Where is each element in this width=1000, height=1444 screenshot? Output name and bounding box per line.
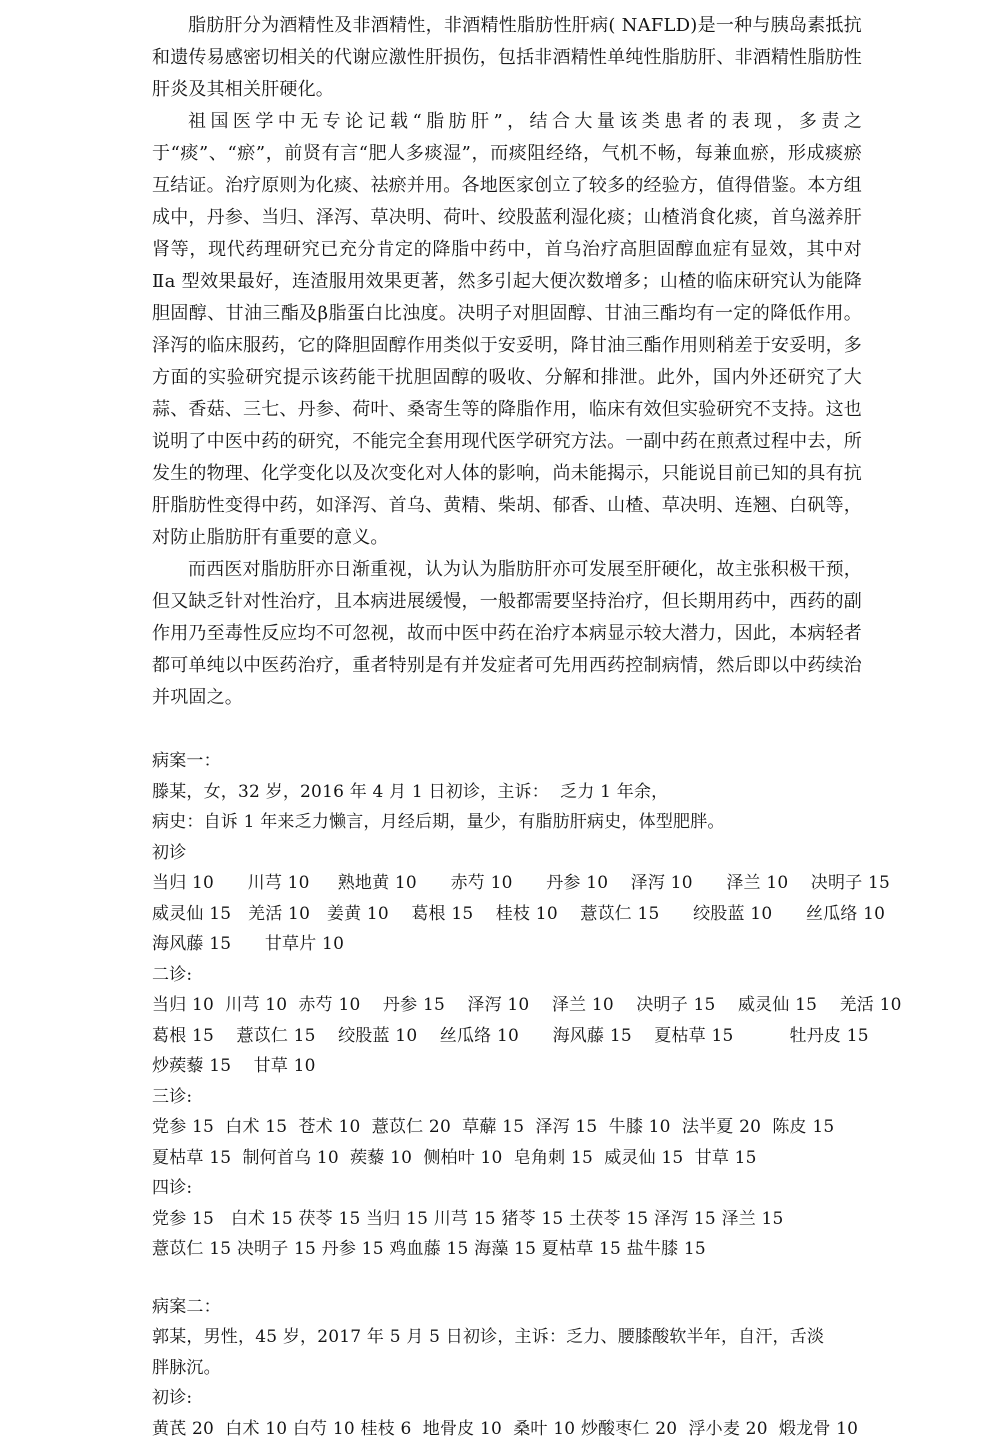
- prescription-line: 威灵仙 15 羌活 10 姜黄 10 葛根 15 桂枝 10 薏苡仁 15 绞股蓝 10 丝瓜络 10: [152, 899, 862, 930]
- case-2-heading: 病案二：: [152, 1292, 862, 1323]
- visit-4-label: 四诊:: [152, 1173, 862, 1204]
- case-1-history: 病史：自诉 1 年来乏力懒言，月经后期，量少，有脂肪肝病史，体型肥胖。: [152, 807, 862, 838]
- section-gap: [152, 714, 862, 746]
- prescription-line: 海风藤 15 甘草片 10: [152, 929, 862, 960]
- case-1-heading: 病案一：: [152, 746, 862, 777]
- visit-2-label: 二诊:: [152, 960, 862, 991]
- case-2-patient: 郭某，男性，45 岁，2017 年 5 月 5 日初诊，主诉：乏力、腰膝酸软半年，自汗，舌淡: [152, 1322, 862, 1353]
- prescription-line: 葛根 15 薏苡仁 15 绞股蓝 10 丝瓜络 10 海风藤 15 夏枯草 15 牡丹皮 15: [152, 1021, 862, 1052]
- visit-3-label: 三诊:: [152, 1082, 862, 1113]
- case-2: [152, 1292, 862, 1444]
- visit-1-label: 初诊:: [152, 1383, 862, 1414]
- prescription-line: 夏枯草 15 制何首乌 10 蒺藜 10 侧柏叶 10 皂角刺 15 威灵仙 15 甘草 15: [152, 1143, 862, 1174]
- section-gap: [152, 1265, 862, 1292]
- prescription-line: 黄芪 20 白术 10 白芍 10 桂枝 6 地骨皮 10 桑叶 10 炒酸枣仁 20 浮小麦 20 煅龙骨 10: [152, 1414, 862, 1444]
- case-2-patient-cont: 胖脉沉。: [152, 1353, 862, 1384]
- case-1: [152, 746, 862, 1265]
- case-1-patient: 滕某，女，32 岁，2016 年 4 月 1 日初诊，主诉： 乏力 1 年余，: [152, 777, 862, 808]
- prescription-line: 薏苡仁 15 决明子 15 丹参 15 鸡血藤 15 海藻 15 夏枯草 15 盐牛膝 15: [152, 1234, 862, 1265]
- prescription-line: 当归 10 川芎 10 赤芍 10 丹参 15 泽泻 10 泽兰 10 决明子 15 威灵仙 15 羌活 10: [152, 990, 862, 1021]
- prescription-line: 党参 15 白术 15 苍术 10 薏苡仁 20 草薢 15 泽泻 15 牛膝 10 法半夏 20 陈皮 15: [152, 1112, 862, 1143]
- intro-paragraph-2: 祖国医学中无专论记载“脂肪肝”，结合大量该类患者的表现，多责之于“痰”、“瘀”，前贤有言“肥人多痰湿”，而痰阻经络，气机不畅，每兼血瘀，形成痰瘀互结证。治疗原则为化痰、祛瘀并用。各地医家创立了较多的经验方，值得借鉴。本方组成中，丹参、当归、泽泻、草决明、荷叶、绞股蓝利湿化痰；山楂消食化痰，首乌滋养肝肾等，现代药理研究已充分肯定的降脂中药中，首乌治疗高胆固醇血症有显效，其中对Ⅱa 型效果最好，连渣服用效果更著，然多引起大便次数增多；山楂的临床研究认为能降胆固醇、甘油三酯及β脂蛋白比浊度。决明子对胆固醇、甘油三酯均有一定的降低作用。泽泻的临床服药，它的降胆固醇作用类似于安妥明，降甘油三酯作用则稍差于安妥明，多方面的实验研究提示该药能干扰胆固醇的吸收、分解和排泄。此外，国内外还研究了大蒜、香菇、三七、丹参、荷叶、桑寄生等的降脂作用，临床有效但实验研究不支持。这也说明了中医中药的研究，不能完全套用现代医学研究方法。一副中药在煎煮过程中去，所发生的物理、化学变化以及次变化对人体的影响，尚未能揭示，只能说目前已知的具有抗肝脂肪性变得中药，如泽泻、首乌、黄精、柴胡、郁香、山楂、草决明、连翘、白矾等，对防止脂肪肝有重要的意义。: [152, 106, 862, 554]
- prescription-line: 炒蒺藜 15 甘草 10: [152, 1051, 862, 1082]
- intro-paragraph-1: 脂肪肝分为酒精性及非酒精性，非酒精性脂肪性肝病( NAFLD)是一种与胰岛素抵抗和遗传易感密切相关的代谢应激性肝损伤，包括非酒精性单纯性脂肪肝、非酒精性脂肪性肝炎及其相关肝硬化。: [152, 10, 862, 106]
- document-page: [152, 10, 862, 1444]
- prescription-line: 党参 15 白术 15 茯苓 15 当归 15 川芎 15 猪苓 15 土茯苓 15 泽泻 15 泽兰 15: [152, 1204, 862, 1235]
- prescription-line: 当归 10 川芎 10 熟地黄 10 赤芍 10 丹参 10 泽泻 10 泽兰 10 决明子 15: [152, 868, 862, 899]
- visit-1-label: 初诊: [152, 838, 862, 869]
- intro-paragraph-3: 而西医对脂肪肝亦日渐重视，认为认为脂肪肝亦可发展至肝硬化，故主张积极干预，但又缺乏针对性治疗，且本病进展缓慢，一般都需要坚持治疗，但长期用药中，西药的副作用乃至毒性反应均不可忽视，故而中医中药在治疗本病显示较大潜力，因此，本病轻者都可单纯以中医药治疗，重者特别是有并发症者可先用西药控制病情，然后即以中药续治并巩固之。: [152, 554, 862, 714]
